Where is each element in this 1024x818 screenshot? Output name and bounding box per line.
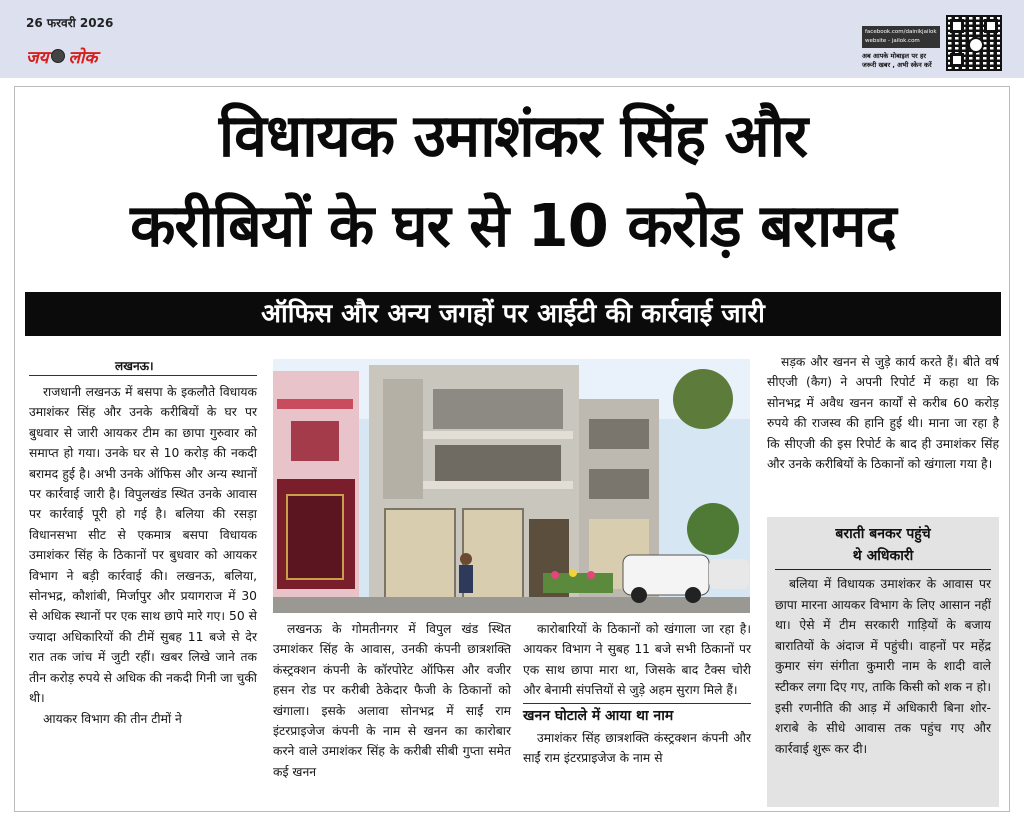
news-photo-building <box>273 359 750 613</box>
paragraph: उमाशंकर सिंह छात्रशक्ति कंस्ट्रक्शन कंपनी और साईं राम इंटरप्राइजेज के नाम से <box>523 731 751 766</box>
headline-line-1: विधायक उमाशंकर सिंह और <box>218 101 808 170</box>
paragraph: कारोबारियों के ठिकानों को खंगाला जा रहा है। आयकर विभाग ने सुबह 11 बजे सभी ठिकानों पर एक साथ छापा मारा था, जिसके बाद टैक्स चोरी और बेनामी संपत्तियों से जुड़े अहम सुराग मिले हैं। <box>523 622 751 698</box>
newspaper-logo <box>26 40 97 72</box>
logo-word-left: जय <box>26 47 49 68</box>
dateline: लखनऊ। <box>29 357 257 376</box>
scan-tagline <box>862 52 942 70</box>
article-column-4 <box>767 352 999 474</box>
facebook-link: facebook.com/dainikjailok <box>865 29 937 35</box>
building-illustration <box>273 359 750 613</box>
masthead <box>0 0 1024 78</box>
sidebar-heading-line-1: बराती बनकर पहुंचे <box>835 526 931 542</box>
sidebar-box-heading <box>775 517 991 570</box>
whatsapp-icon <box>968 37 984 53</box>
tagline-line-1: अब आपके मोबाइल पर हर <box>862 52 927 60</box>
article-column-3 <box>523 619 751 769</box>
edition-date: 26 फरवरी 2026 <box>26 16 114 30</box>
sidebar-box-body <box>767 570 999 759</box>
tagline-line-2: जरूरी खबर , अभी स्केन करें <box>862 61 932 69</box>
social-links-box <box>862 26 940 48</box>
article-column-1 <box>29 357 257 729</box>
qr-code-icon <box>946 15 1002 71</box>
globe-icon <box>51 49 65 63</box>
paragraph: सड़क और खनन से जुड़े कार्य करते हैं। बीते वर्ष सीएजी (कैग) ने अपनी रिपोर्ट में कहा था कि सोनभद्र में अवैध खनन कार्यों से करीब 60 करोड़ रुपये की राजस्व की हानि हुई थी। माना जा रहा है कि सीएजी की इस रिपोर्ट के बाद ही उमाशंकर सिंह और उनके करीबियों के ठिकानों को खंगाला गया है। <box>767 355 999 472</box>
qr-corner-marker <box>984 19 998 33</box>
qr-corner-marker <box>950 19 964 33</box>
subheadline: ऑफिस और अन्य जगहों पर आईटी की कार्रवाई जारी <box>25 292 1001 336</box>
article-column-2 <box>273 619 511 782</box>
paragraph: आयकर विभाग की तीन टीमों ने <box>43 711 182 726</box>
news-article <box>14 86 1010 812</box>
sidebar-heading-line-2: थे अधिकारी <box>852 548 914 564</box>
logo-word-right: लोक <box>68 47 98 68</box>
headline <box>15 91 1011 271</box>
headline-line-2: करीबियों के घर से 10 करोड़ बरामद <box>130 191 896 260</box>
paragraph: लखनऊ के गोमतीनगर में विपुल खंड स्थित उमाशंकर सिंह के आवास, उनकी कंपनी छात्रशक्ति कंस्ट्रक्शन कंपनी के कॉरपोरेट ऑफिस और वजीर हसन रोड पर करीबी ठेकेदार फैजी के ठिकानों को खंगाला। इसके अलावा सोनभद्र में साईं राम इंटरप्राइजेज कंपनी के नाम से खनन का कारोबार करने वाले उमाशंकर सिंह के करीबी सीबी गुप्ता समेत कई खनन <box>273 622 511 779</box>
paragraph: राजधानी लखनऊ में बसपा के इकलौते विधायक उमाशंकर सिंह और उनके करीबियों के घर पर बुधवार से जारी आयकर टीम का छापा गुरुवार को समाप्त हो गया। उनके घर से 10 करोड़ की नकदी बरामद हुई है। अभी उनके ऑफिस और अन्य स्थानों पर कार्रवाई जारी है। विपुलखंड स्थित उनके आवास पर कार्रवाई पूरी हो गई है। बलिया की रसड़ा विधानसभा सीट से एकमात्र बसपा विधायक उमाशंकर सिंह के ठिकानों पर बुधवार को आयकर विभाग ने बड़ी कार्रवाई की। लखनऊ, बलिया, सोनभद्र, कौशांबी, मिर्जापुर और प्रयागराज में 30 से अधिक स्थानों पर एक साथ छापे मारे गए। 50 से ज्यादा अधिकारियों की टीमें सुबह 11 बजे से देर रात तक जांच में जुटी रहीं। खबर लिखे जाने तक तीन करोड़ रुपये से अधिक की नकदी गिनी जा चुकी थी। <box>29 385 257 706</box>
section-subheading: खनन घोटाले में आया था नाम <box>523 703 751 726</box>
sidebar-box <box>767 517 999 807</box>
website-link: website - jailok.com <box>865 38 920 44</box>
paragraph: बलिया में विधायक उमाशंकर के आवास पर छापा मारना आयकर विभाग के लिए आसान नहीं था। ऐसे में टीम सरकारी गाड़ियों के बजाय बारातियों के अंदाज में पहुंची। वाहनों पर महेंद्र कुमार संग संगीता कुमारी नाम के शादी वाले स्टीकर लगा दिए गए, ताकि किसी को शक न हो। इसी रणनीति की आड़ में अधिकारी बिना शोर-शराबे के सीधे आवास तक पहुंच गए और कार्रवाई शुरू कर दी। <box>775 577 991 756</box>
qr-corner-marker <box>950 53 964 67</box>
